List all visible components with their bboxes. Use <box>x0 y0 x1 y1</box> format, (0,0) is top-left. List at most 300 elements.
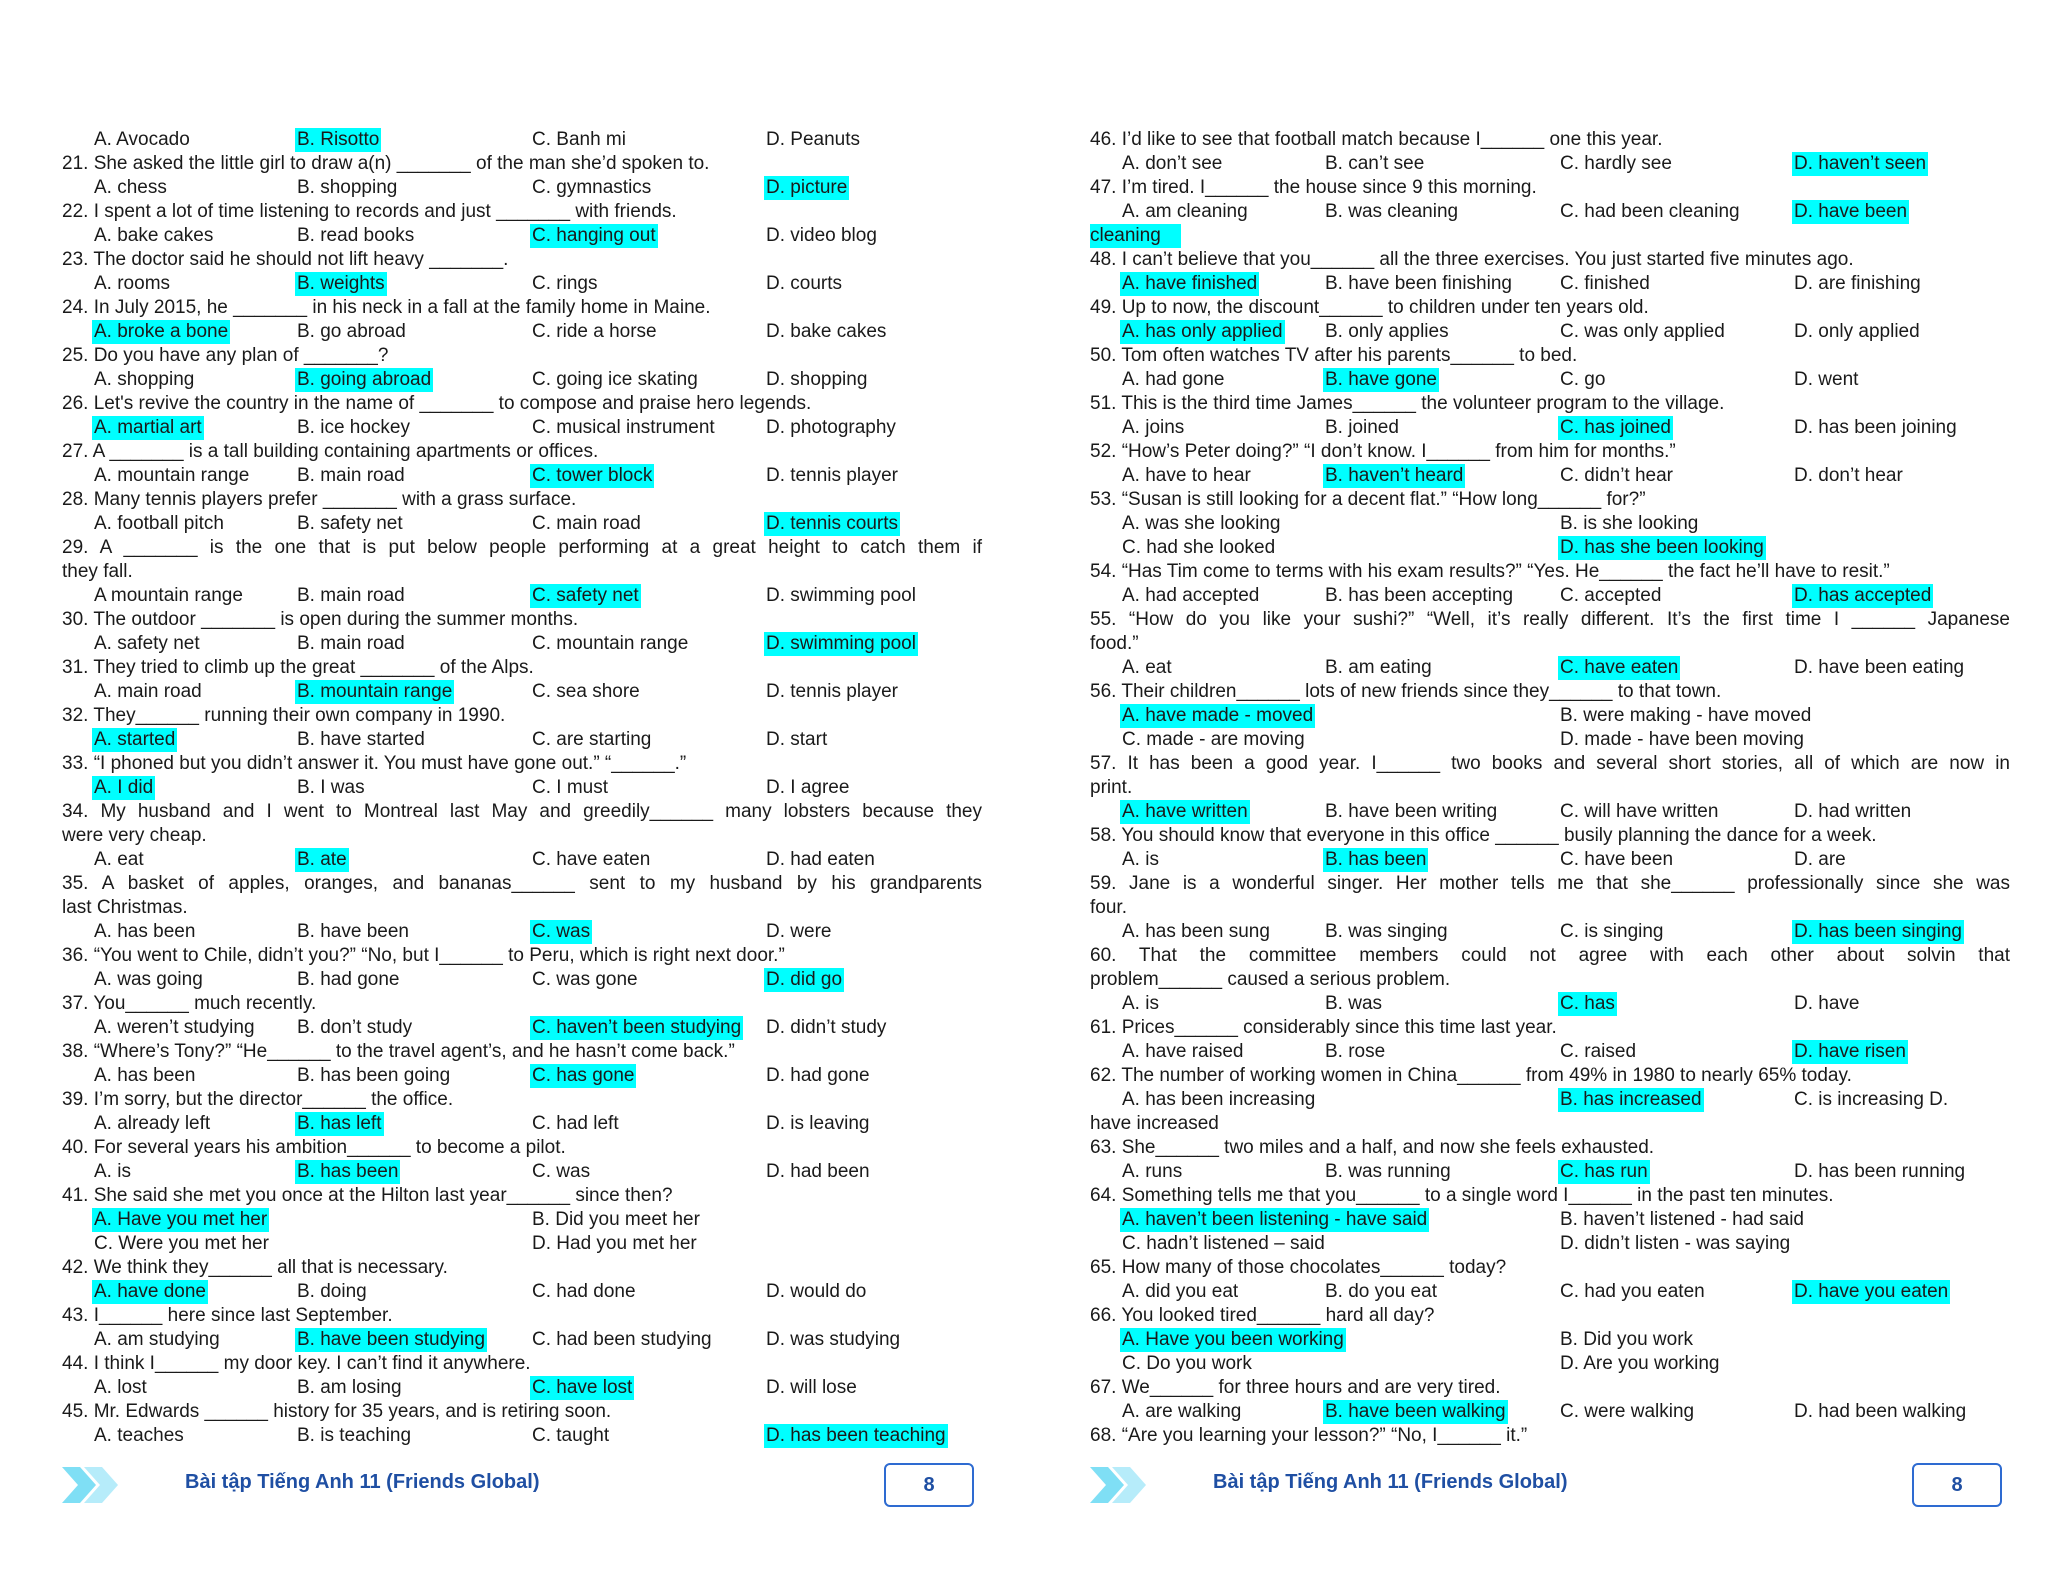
correct-answer-option: A. have made - moved <box>1122 705 1314 726</box>
answer-option: D. Had you met her <box>532 1233 697 1254</box>
correct-answer-option: C. hanging out <box>532 225 656 246</box>
question-line <box>1090 176 2010 200</box>
correct-answer-option: A. has only applied <box>1122 321 1283 342</box>
answer-option: A. eat <box>1122 657 1172 678</box>
options-row <box>1090 584 2010 608</box>
options-row <box>1090 152 2010 176</box>
correct-answer-option: C. was <box>532 921 591 942</box>
question-line <box>1090 344 2010 368</box>
question-line <box>62 1184 982 1208</box>
options-row <box>62 1376 982 1400</box>
answer-option: A. has been <box>94 921 196 942</box>
options-row <box>62 224 982 248</box>
question-line <box>1090 128 2010 152</box>
double-chevron-right-icon <box>62 1467 122 1503</box>
correct-answer-option: C. has run <box>1560 1161 1648 1182</box>
question-text: 37. You______ much recently. <box>62 993 317 1014</box>
options-row <box>1090 848 2010 872</box>
correct-answer-option: C. safety net <box>532 585 639 606</box>
answer-option: C. sea shore <box>532 681 640 702</box>
answer-option: D. only applied <box>1794 321 1920 342</box>
correct-answer-option: B. has been <box>297 1161 399 1182</box>
question-text: 55. “How do you like your sushi?” “Well, it’s really different. It’s the first time I ______ Japanese <box>1090 609 2010 630</box>
answer-option: C. raised <box>1560 1041 1637 1062</box>
answer-option: D. is leaving <box>766 1113 870 1134</box>
answer-option: D. photography <box>766 417 896 438</box>
options-row <box>62 176 982 200</box>
answer-option: C. Do you work <box>1122 1353 1252 1374</box>
question-text: 49. Up to now, the discount______ to children under ten years old. <box>1090 297 1649 318</box>
answer-option: D. made - have been moving <box>1560 729 1804 750</box>
question-text: last Christmas. <box>62 897 188 918</box>
options-row <box>62 512 982 536</box>
answer-option: B. Did you meet her <box>532 1209 700 1230</box>
options-row <box>1090 992 2010 1016</box>
question-text: print. <box>1090 777 1133 798</box>
options-row <box>62 1064 982 1088</box>
question-text: 56. Their children______ lots of new friends since they______ to that town. <box>1090 681 1722 702</box>
question-line <box>1090 560 2010 584</box>
question-line <box>1090 1424 2010 1448</box>
options-row <box>62 128 982 152</box>
answer-option: C. is singing <box>1560 921 1664 942</box>
answer-option: C. going ice skating <box>532 369 698 390</box>
answer-option: B. do you eat <box>1325 1281 1437 1302</box>
answer-option: B. have started <box>297 729 425 750</box>
question-text: 41. She said she met you once at the Hilton last year______ since then? <box>62 1185 673 1206</box>
question-line <box>62 200 982 224</box>
answer-option: C. taught <box>532 1425 610 1446</box>
question-text: 67. We______ for three hours and are very tired. <box>1090 1377 1501 1398</box>
question-text: 53. “Susan is still looking for a decent flat.” “How long______ for?” <box>1090 489 1646 510</box>
answer-option: B. is teaching <box>297 1425 412 1446</box>
question-text: 64. Something tells me that you______ to a single word I______ in the past ten minutes. <box>1090 1185 1834 1206</box>
answer-option: C. had done <box>532 1281 636 1302</box>
question-text: 43. I______ here since last September. <box>62 1305 393 1326</box>
question-text: 47. I’m tired. I______ the house since 9 this morning. <box>1090 177 1537 198</box>
question-line <box>62 488 982 512</box>
question-text: problem______ caused a serious problem. <box>1090 969 1451 990</box>
question-line <box>62 896 982 920</box>
answer-option: A. was going <box>94 969 203 990</box>
question-text: 32. They______ running their own company in 1990. <box>62 705 506 726</box>
answer-option: A. has been increasing <box>1122 1089 1316 1110</box>
answer-option: A. eat <box>94 849 144 870</box>
correct-answer-option: D. have been <box>1794 201 1908 222</box>
answer-option: B. have been <box>297 921 409 942</box>
answer-option: A mountain range <box>94 585 243 606</box>
question-line <box>62 944 982 968</box>
options-row <box>62 920 982 944</box>
answer-option: B. is she looking <box>1560 513 1699 534</box>
answer-option: A. is <box>1122 849 1159 870</box>
answer-option: C. had she looked <box>1122 537 1276 558</box>
correct-answer-option: B. mountain range <box>297 681 453 702</box>
answer-option: D. video blog <box>766 225 877 246</box>
answer-option: B. had gone <box>297 969 400 990</box>
answer-option: A. don’t see <box>1122 153 1223 174</box>
correct-answer-option: D. picture <box>766 177 848 198</box>
answer-option: A. rooms <box>94 273 171 294</box>
answer-option: D. had gone <box>766 1065 870 1086</box>
options-row <box>62 1280 982 1304</box>
correct-answer-option: C. has joined <box>1560 417 1671 438</box>
answer-option: A. had accepted <box>1122 585 1260 606</box>
answer-option: B. joined <box>1325 417 1399 438</box>
question-text: 28. Many tennis players prefer _______ with a grass surface. <box>62 489 577 510</box>
question-line <box>62 1400 982 1424</box>
question-text: 60. That the committee members could not agree with each other about solvin that <box>1090 945 2010 966</box>
correct-answer-option: C. tower block <box>532 465 653 486</box>
left-page-footer <box>62 1463 982 1507</box>
options-row <box>1090 512 2010 536</box>
answer-option: B. main road <box>297 633 405 654</box>
answer-option: D. have been eating <box>1794 657 1965 678</box>
answer-option: B. safety net <box>297 513 403 534</box>
question-line <box>62 752 982 776</box>
answer-option: B. am losing <box>297 1377 402 1398</box>
question-line <box>62 1088 982 1112</box>
answer-option: A. has been <box>94 1065 196 1086</box>
question-text: 59. Jane is a wonderful singer. Her mother tells me that she______ professionally since she was <box>1090 873 2010 894</box>
answer-option: C. finished <box>1560 273 1650 294</box>
answer-option: A. shopping <box>94 369 195 390</box>
options-row <box>1090 536 2010 560</box>
options-row <box>1090 272 2010 296</box>
answer-option: D. have <box>1794 993 1860 1014</box>
answer-option: B. have been finishing <box>1325 273 1512 294</box>
options-row <box>1090 1328 2010 1352</box>
question-line <box>62 608 982 632</box>
answer-option: D. had eaten <box>766 849 875 870</box>
question-text: 26. Let's revive the country in the name of _______ to compose and praise hero legends. <box>62 393 812 414</box>
answer-option: C. hardly see <box>1560 153 1672 174</box>
answer-option: C. accepted <box>1560 585 1662 606</box>
options-row <box>62 1232 982 1256</box>
options-row <box>62 464 982 488</box>
question-text: food.” <box>1090 633 1139 654</box>
question-line <box>1090 1184 2010 1208</box>
options-row <box>1090 1160 2010 1184</box>
question-line <box>1090 944 2010 968</box>
question-text: 46. I’d like to see that football match because I______ one this year. <box>1090 129 1663 150</box>
correct-answer-option: D. swimming pool <box>766 633 916 654</box>
answer-option: A. chess <box>94 177 167 198</box>
question-line <box>62 560 982 584</box>
answer-option: C. are starting <box>532 729 652 750</box>
options-row <box>1090 704 2010 728</box>
options-row <box>62 1424 982 1448</box>
question-line <box>1090 776 2010 800</box>
question-text: 39. I’m sorry, but the director______ the office. <box>62 1089 454 1110</box>
correct-answer-option: D. have you eaten <box>1794 1281 1949 1302</box>
answer-option: A. teaches <box>94 1425 184 1446</box>
answer-option: C. had been cleaning <box>1560 201 1740 222</box>
answer-option: C. had been studying <box>532 1329 712 1350</box>
options-row <box>1090 1400 2010 1424</box>
correct-answer-option: B. going abroad <box>297 369 432 390</box>
question-line <box>62 704 982 728</box>
question-text: 24. In July 2015, he _______ in his neck in a fall at the family home in Maine. <box>62 297 711 318</box>
question-text: were very cheap. <box>62 825 207 846</box>
answer-option: A. joins <box>1122 417 1185 438</box>
answer-option: C. was <box>532 1161 591 1182</box>
question-text: 22. I spent a lot of time listening to records and just _______ with friends. <box>62 201 677 222</box>
answer-option: B. read books <box>297 225 415 246</box>
question-text: 42. We think they______ all that is necessary. <box>62 1257 448 1278</box>
correct-answer-option: D. have risen <box>1794 1041 1906 1062</box>
question-line <box>62 992 982 1016</box>
question-text: 63. She______ two miles and a half, and now she feels exhausted. <box>1090 1137 1655 1158</box>
answer-option: D. tennis player <box>766 465 899 486</box>
answer-option: D. didn’t listen - was saying <box>1560 1233 1791 1254</box>
answer-option: C. were walking <box>1560 1401 1695 1422</box>
question-line <box>62 296 982 320</box>
question-text: 30. The outdoor _______ is open during the summer months. <box>62 609 579 630</box>
answer-option: B. I was <box>297 777 365 798</box>
answer-option: C. made - are moving <box>1122 729 1305 750</box>
answer-option: D. Peanuts <box>766 129 860 150</box>
correct-answer-option: A. Have you met her <box>94 1209 268 1230</box>
question-line <box>1090 968 2010 992</box>
correct-answer-option: A. have written <box>1122 801 1248 822</box>
correct-answer-option: A. Have you been working <box>1122 1329 1344 1350</box>
answer-option: D. bake cakes <box>766 321 887 342</box>
question-line <box>62 824 982 848</box>
answer-option: D. don’t hear <box>1794 465 1903 486</box>
question-line <box>1090 824 2010 848</box>
answer-option: B. has been going <box>297 1065 451 1086</box>
answer-option: C. have eaten <box>532 849 651 870</box>
question-text: 35. A basket of apples, oranges, and bananas______ sent to my husband by his grandparents <box>62 873 982 894</box>
question-text: 25. Do you have any plan of _______? <box>62 345 389 366</box>
question-line <box>62 152 982 176</box>
correct-answer-option: D. has been teaching <box>766 1425 946 1446</box>
correct-answer-option: D. has accepted <box>1794 585 1932 606</box>
footer-book-title: Bài tập Tiếng Anh 11 (Friends Global) <box>185 1471 540 1493</box>
answer-option: A. have raised <box>1122 1041 1244 1062</box>
answer-option: B. main road <box>297 585 405 606</box>
answer-option: B. was singing <box>1325 921 1448 942</box>
options-row <box>62 1112 982 1136</box>
question-line <box>62 344 982 368</box>
question-line <box>1090 1064 2010 1088</box>
answer-option: B. only applies <box>1325 321 1449 342</box>
question-text: 27. A _______ is a tall building containing apartments or offices. <box>62 441 599 462</box>
correct-answer-option: B. ate <box>297 849 347 870</box>
question-text: 48. I can’t believe that you______ all the three exercises. You just started five minutes ago. <box>1090 249 1854 270</box>
options-row <box>62 968 982 992</box>
question-line <box>1090 896 2010 920</box>
correct-answer-option: C. has gone <box>532 1065 635 1086</box>
answer-option: C. musical instrument <box>532 417 715 438</box>
answer-option: B. were making - have moved <box>1560 705 1812 726</box>
question-line <box>62 1040 982 1064</box>
answer-option: D. Are you working <box>1560 1353 1720 1374</box>
question-text: 61. Prices______ considerably since this time last year. <box>1090 1017 1557 1038</box>
options-row <box>62 416 982 440</box>
question-text: 34. My husband and I went to Montreal last May and greedily______ many lobsters because they <box>62 801 982 822</box>
question-line <box>62 872 982 896</box>
answer-option: A. runs <box>1122 1161 1183 1182</box>
options-row <box>62 1016 982 1040</box>
answer-option: C. ride a horse <box>532 321 657 342</box>
answer-option: A. am studying <box>94 1329 220 1350</box>
answer-option: B. doing <box>297 1281 367 1302</box>
question-text: 45. Mr. Edwards ______ history for 35 years, and is retiring soon. <box>62 1401 612 1422</box>
answer-option: A. is <box>94 1161 131 1182</box>
page-number-box: 8 <box>884 1463 974 1507</box>
right-page <box>1090 128 2010 1448</box>
answer-option: D. has been running <box>1794 1161 1966 1182</box>
answer-option: B. can’t see <box>1325 153 1425 174</box>
answer-option: D. swimming pool <box>766 585 916 606</box>
correct-answer-option: A. have done <box>94 1281 206 1302</box>
answer-option: A. is <box>1122 993 1159 1014</box>
correct-answer-option: D. has been singing <box>1794 921 1962 942</box>
options-row <box>62 728 982 752</box>
options-row <box>1090 800 2010 824</box>
footer-book-title: Bài tập Tiếng Anh 11 (Friends Global) <box>1213 1471 1568 1493</box>
question-text: 21. She asked the little girl to draw a(n) _______ of the man she’d spoken to. <box>62 153 710 174</box>
correct-answer-option: A. started <box>94 729 176 750</box>
answer-option: B. ice hockey <box>297 417 410 438</box>
answer-option: A. mountain range <box>94 465 250 486</box>
question-text: 52. “How’s Peter doing?” “I don’t know. I______ from him for months.” <box>1090 441 1676 462</box>
answer-option: B. was running <box>1325 1161 1451 1182</box>
answer-option: A. already left <box>94 1113 211 1134</box>
question-line <box>1090 224 2010 248</box>
answer-option: A. are walking <box>1122 1401 1242 1422</box>
correct-answer-option: B. have gone <box>1325 369 1437 390</box>
correct-answer-option: B. weights <box>297 273 385 294</box>
answer-option: D. are <box>1794 849 1846 870</box>
double-chevron-right-icon <box>1090 1467 1150 1503</box>
right-page-footer <box>1090 1463 2010 1507</box>
correct-answer-option: A. I did <box>94 777 154 798</box>
question-text: 54. “Has Tim come to terms with his exam results?” “Yes. He______ the fact he’ll have to resit.” <box>1090 561 1890 582</box>
options-row <box>1090 1280 2010 1304</box>
answer-option: C. main road <box>532 513 641 534</box>
answer-option: C. was only applied <box>1560 321 1725 342</box>
correct-answer-option: D. tennis courts <box>766 513 898 534</box>
question-text: 66. You looked tired______ hard all day? <box>1090 1305 1435 1326</box>
options-row <box>1090 1232 2010 1256</box>
answer-option: A. Avocado <box>94 129 190 150</box>
correct-answer-option: C. have lost <box>532 1377 633 1398</box>
correct-answer-option: B. has increased <box>1560 1089 1702 1110</box>
question-line <box>1090 632 2010 656</box>
question-line <box>1090 1376 2010 1400</box>
options-row <box>1090 416 2010 440</box>
answer-option: A. has been sung <box>1122 921 1270 942</box>
question-line <box>1090 440 2010 464</box>
answer-option: A. weren’t studying <box>94 1017 255 1038</box>
question-text: 31. They tried to climb up the great _______ of the Alps. <box>62 657 534 678</box>
question-text: have increased <box>1090 1113 1219 1134</box>
question-line <box>1090 392 2010 416</box>
question-line <box>1090 872 2010 896</box>
answer-option: D. shopping <box>766 369 868 390</box>
answer-option: B. have been writing <box>1325 801 1498 822</box>
question-line <box>1090 488 2010 512</box>
correct-answer-option: C. haven’t been studying <box>532 1017 742 1038</box>
question-line <box>62 1256 982 1280</box>
answer-option: C. didn’t hear <box>1560 465 1674 486</box>
answer-option: A. was she looking <box>1122 513 1281 534</box>
options-row <box>1090 1208 2010 1232</box>
options-row <box>1090 320 2010 344</box>
answer-option: B. don’t study <box>297 1017 413 1038</box>
answer-option: D. didn’t study <box>766 1017 887 1038</box>
question-line <box>1090 608 2010 632</box>
options-row <box>62 1160 982 1184</box>
options-row <box>62 320 982 344</box>
answer-option: C. Were you met her <box>94 1233 269 1254</box>
answer-option: C. rings <box>532 273 598 294</box>
question-line <box>62 440 982 464</box>
correct-answer-option: B. has been <box>1325 849 1427 870</box>
options-row <box>1090 1040 2010 1064</box>
options-row <box>1090 728 2010 752</box>
answer-option: C. go <box>1560 369 1606 390</box>
options-row <box>1090 464 2010 488</box>
correct-answer-option: A. have finished <box>1122 273 1258 294</box>
question-text: 36. “You went to Chile, didn’t you?” “No, but I______ to Peru, which is right next door.” <box>62 945 785 966</box>
answer-option: D. courts <box>766 273 843 294</box>
answer-option: C. hadn’t listened – said <box>1122 1233 1325 1254</box>
answer-option: C. was gone <box>532 969 638 990</box>
answer-option: B. rose <box>1325 1041 1386 1062</box>
answer-option: C. had left <box>532 1113 619 1134</box>
question-text: 40. For several years his ambition______ to become a pilot. <box>62 1137 566 1158</box>
question-text: 58. You should know that everyone in this office ______ busily planning the dance for a week. <box>1090 825 1877 846</box>
answer-option: A. did you eat <box>1122 1281 1239 1302</box>
question-line <box>1090 248 2010 272</box>
correct-answer-option: B. has left <box>297 1113 382 1134</box>
correct-answer-option: A. haven’t been listening - have said <box>1122 1209 1428 1230</box>
answer-option: D. start <box>766 729 828 750</box>
question-text: 57. It has been a good year. I______ two books and several short stories, all of which are now in <box>1090 753 2010 774</box>
answer-option: B. Did you work <box>1560 1329 1694 1350</box>
answer-option: A. main road <box>94 681 202 702</box>
question-line <box>62 656 982 680</box>
question-text: 51. This is the third time James______ the volunteer program to the village. <box>1090 393 1725 414</box>
page-number-box: 8 <box>1912 1463 2002 1507</box>
question-text: 33. “I phoned but you didn’t answer it. You must have gone out.” “______.” <box>62 753 687 774</box>
answer-option: D. had been <box>766 1161 870 1182</box>
question-line <box>1090 752 2010 776</box>
answer-option: C. Banh mi <box>532 129 626 150</box>
question-text: they fall. <box>62 561 133 582</box>
answer-option: A. have to hear <box>1122 465 1251 486</box>
answer-option: B. was cleaning <box>1325 201 1459 222</box>
options-row <box>62 1328 982 1352</box>
options-row <box>1090 200 2010 224</box>
question-line <box>1090 1136 2010 1160</box>
correct-answer-option: B. Risotto <box>297 129 380 150</box>
question-text: four. <box>1090 897 1127 918</box>
question-line <box>62 1136 982 1160</box>
answer-option: A. football pitch <box>94 513 224 534</box>
answer-option: D. went <box>1794 369 1859 390</box>
answer-option: D. will lose <box>766 1377 857 1398</box>
answer-option: B. has been accepting <box>1325 585 1514 606</box>
answer-option: C. is increasing D. <box>1794 1089 1949 1110</box>
answer-option: A. lost <box>94 1377 147 1398</box>
options-row <box>62 776 982 800</box>
answer-option: C. gymnastics <box>532 177 652 198</box>
